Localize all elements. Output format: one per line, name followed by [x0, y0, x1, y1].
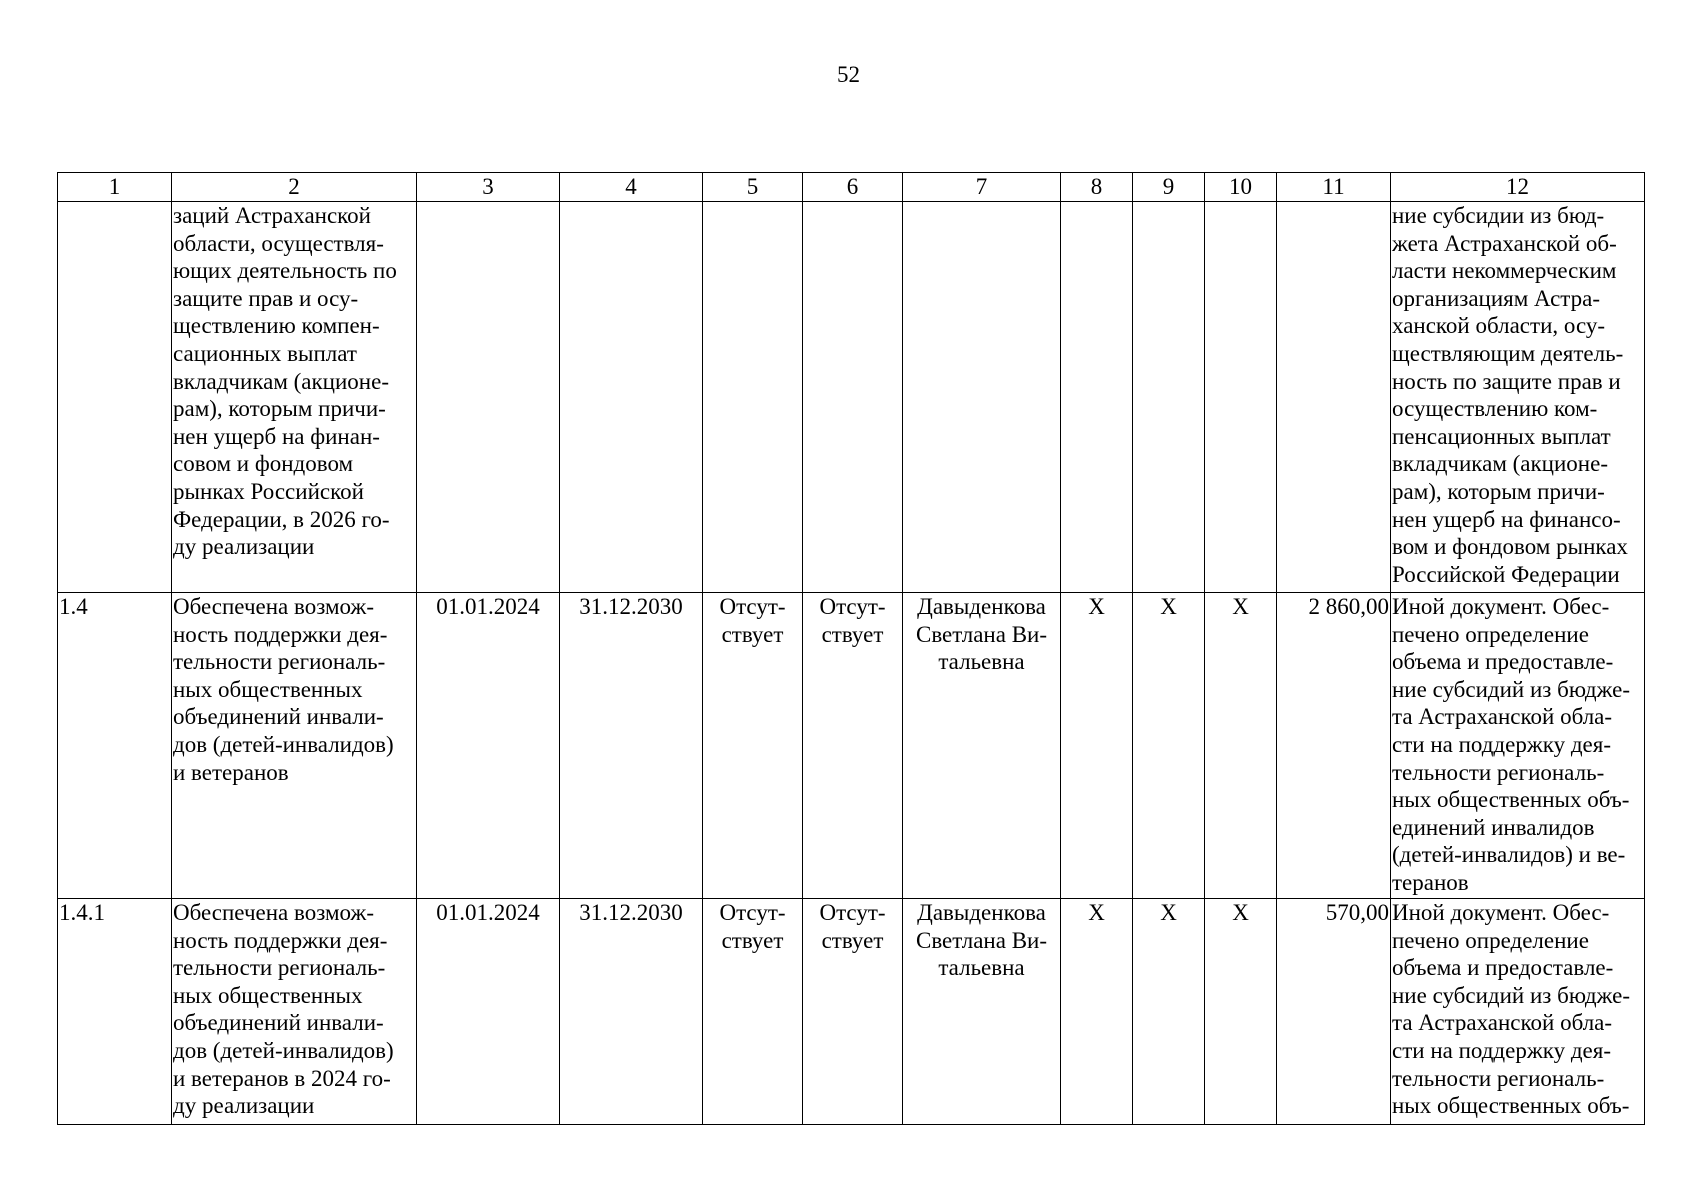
table-cell: X [1133, 899, 1205, 1125]
table-cell: 01.01.2024 [417, 593, 560, 899]
table-cell: Отсут- ствует [803, 593, 903, 899]
column-header: 3 [417, 173, 560, 202]
table-cell: X [1205, 593, 1277, 899]
table-cell: X [1205, 899, 1277, 1125]
table-cell: Иной документ. Обес- печено определение объема и предоставле- ние субсидий из бюдже- та Астраханской обла- сти на поддержку дея- тельности региональ- ных общественных объ- единений инвалидов (детей-инвалидов) и ве- теранов [1391, 593, 1645, 899]
column-header: 4 [560, 173, 703, 202]
table-cell: Иной документ. Обес- печено определение объема и предоставле- ние субсидий из бюдже- та Астраханской обла- сти на поддержку дея- тельности региональ- ных общественных объ- [1391, 899, 1645, 1125]
table-cell [703, 202, 803, 593]
table-cell: 1.4 [58, 593, 172, 899]
table-cell [560, 202, 703, 593]
table-cell [58, 202, 172, 593]
table-cell: Давыденкова Светлана Ви- тальевна [903, 593, 1061, 899]
table-cell: X [1061, 593, 1133, 899]
table-row [58, 899, 1645, 1125]
measures-table [57, 172, 1645, 1125]
table-cell: Отсут- ствует [803, 899, 903, 1125]
table-cell [903, 202, 1061, 593]
table-cell: Обеспечена возмож- ность поддержки дея- тельности региональ- ных общественных объединений инвали- дов (детей-инвалидов) и ветеранов [172, 593, 417, 899]
table-cell: X [1133, 593, 1205, 899]
column-header: 7 [903, 173, 1061, 202]
table-cell [1205, 202, 1277, 593]
column-header: 6 [803, 173, 903, 202]
table-cell [1277, 202, 1391, 593]
table-cell [1061, 202, 1133, 593]
table-cell [1133, 202, 1205, 593]
table-cell: Обеспечена возмож- ность поддержки дея- тельности региональ- ных общественных объединений инвали- дов (детей-инвалидов) и ветеранов в 2024 го- ду реализации [172, 899, 417, 1125]
table-row [58, 202, 1645, 593]
table-cell: 01.01.2024 [417, 899, 560, 1125]
table-cell [417, 202, 560, 593]
table-cell: Давыденкова Светлана Ви- тальевна [903, 899, 1061, 1125]
column-header: 11 [1277, 173, 1391, 202]
table-cell: 1.4.1 [58, 899, 172, 1125]
table-cell: 570,00 [1277, 899, 1391, 1125]
table-row [58, 593, 1645, 899]
column-header: 9 [1133, 173, 1205, 202]
table-cell: Отсут- ствует [703, 899, 803, 1125]
table-cell [803, 202, 903, 593]
table-cell: 31.12.2030 [560, 899, 703, 1125]
header-row [58, 173, 1645, 202]
table-cell: 31.12.2030 [560, 593, 703, 899]
table-cell: заций Астраханской области, осуществля- ющих деятельность по защите прав и осу- ществлению компен- сационных выплат вкладчикам (акционе- рам), которым причи- нен ущерб на финан- совом и фондовом рынках Российской Федерации, в 2026 го- ду реализации [172, 202, 417, 593]
table-cell: 2 860,00 [1277, 593, 1391, 899]
column-header: 8 [1061, 173, 1133, 202]
table-cell: Отсут- ствует [703, 593, 803, 899]
table-cell: ние субсидии из бюд- жета Астраханской об- ласти некоммерческим организациям Астра- ханской области, осу- ществляющим деятель- ность по защите прав и осуществлению ком- пенсационных выплат вкладчикам (акционе- рам), которым причи- нен ущерб на финансо- вом и фондовом рынках Российской Федерации [1391, 202, 1645, 593]
page-number: 52 [837, 62, 860, 87]
column-header: 2 [172, 173, 417, 202]
column-header: 12 [1391, 173, 1645, 202]
table-cell: X [1061, 899, 1133, 1125]
column-header: 10 [1205, 173, 1277, 202]
column-header: 5 [703, 173, 803, 202]
column-header: 1 [58, 173, 172, 202]
